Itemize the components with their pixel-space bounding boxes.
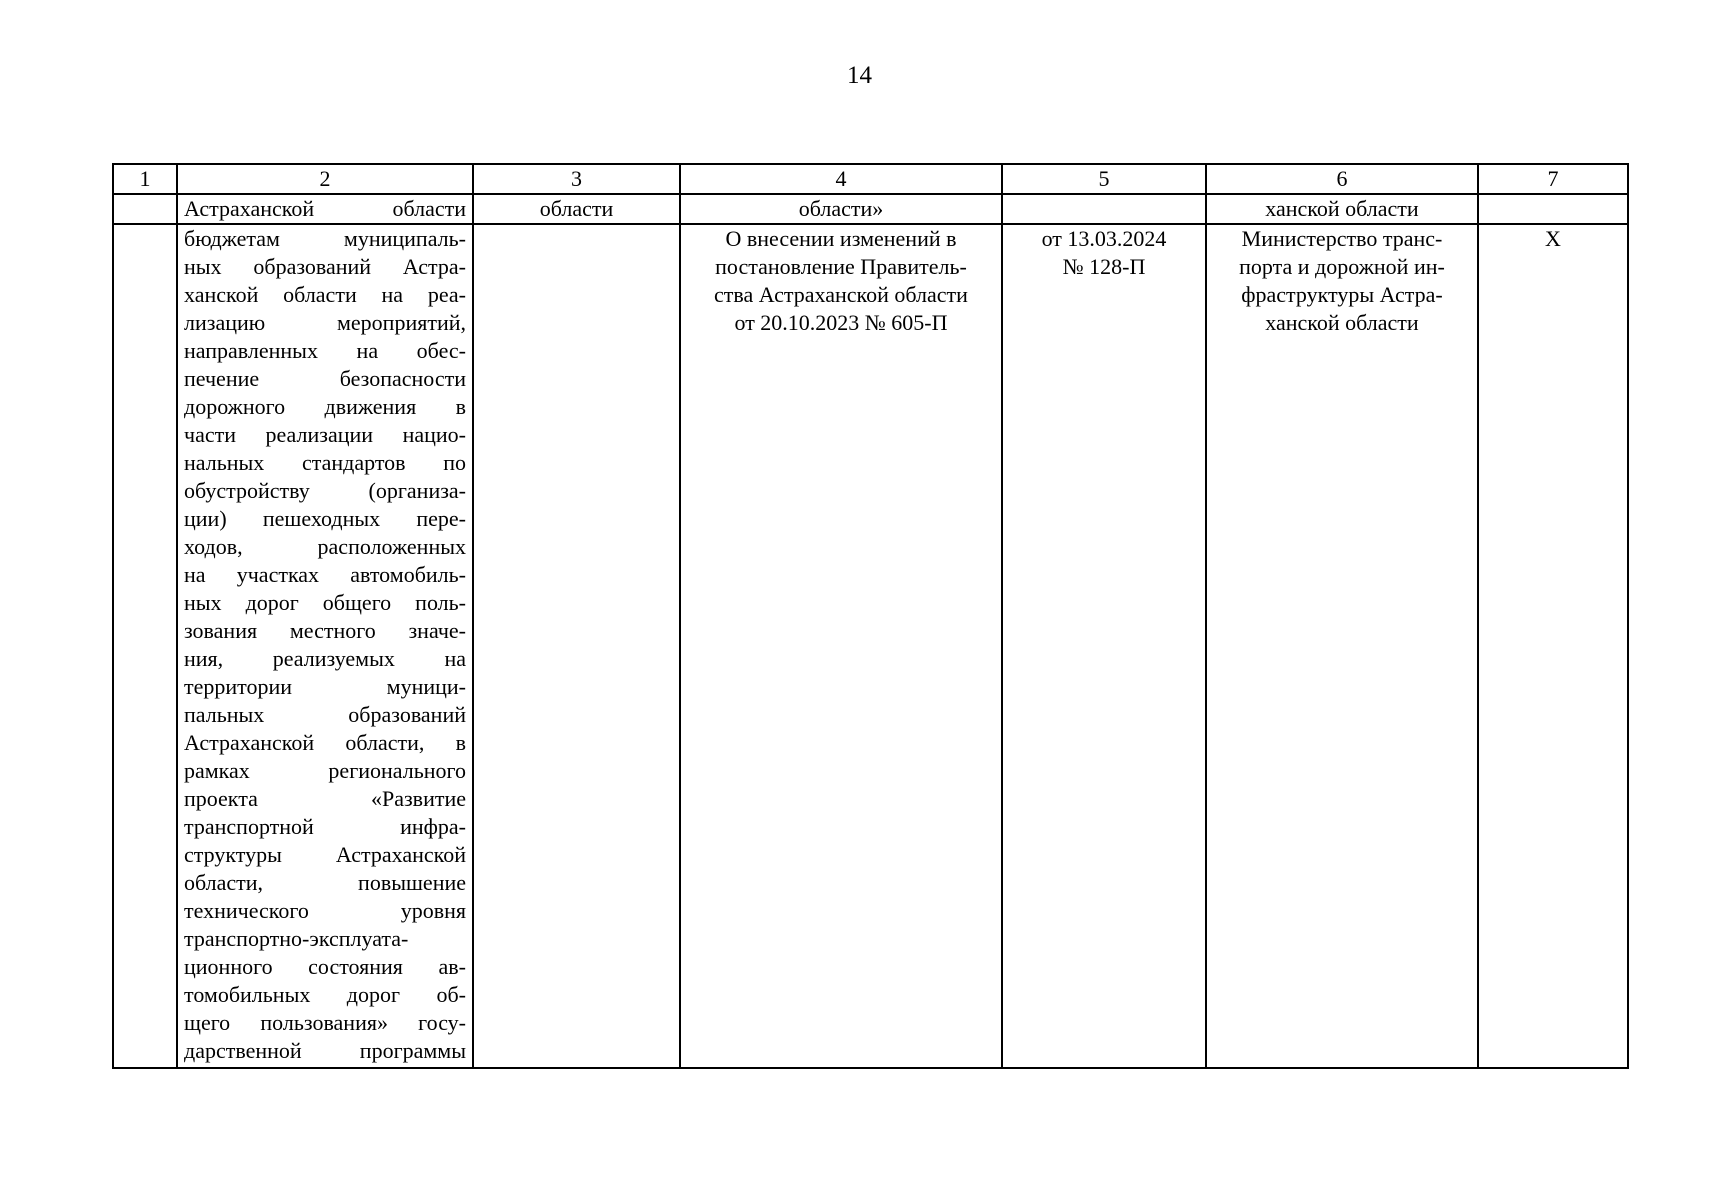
cont-cell-6: ханской области (1206, 194, 1478, 224)
header-col-1: 1 (113, 164, 177, 194)
main-cell-6 (1206, 224, 1478, 1068)
description-line: зования местного значе- (184, 618, 466, 643)
description-line: территории муници- (184, 674, 466, 699)
act-title-line: ства Астраханской области (714, 282, 968, 307)
header-col-2: 2 (177, 164, 473, 194)
header-col-3: 3 (473, 164, 680, 194)
cont-cell-5 (1002, 194, 1206, 224)
description-line: Астраханской области, в (184, 730, 466, 755)
header-col-6: 6 (1206, 164, 1478, 194)
description-line: пальных образований (184, 702, 466, 727)
responsible-line: порта и дорожной ин- (1239, 254, 1445, 279)
description-line: ния, реализуемых на (184, 646, 466, 671)
main-cell-5 (1002, 224, 1206, 1068)
description-line: ции) пешеходных пере- (184, 506, 466, 531)
main-cell-7: Х (1478, 224, 1628, 1068)
act-date-line: от 13.03.2024 (1041, 226, 1167, 251)
description-line: томобильных дорог об- (184, 982, 466, 1007)
description-line: ных дорог общего поль- (184, 590, 466, 615)
description-line: области, повышение (184, 870, 466, 895)
responsible-line: ханской области (1265, 310, 1419, 335)
description-line: рамках регионального (184, 758, 466, 783)
continuation-row (113, 194, 1628, 224)
description-line: обустройству (организа- (184, 478, 466, 503)
act-title-line: от 20.10.2023 № 605-П (734, 310, 948, 335)
description-line: ционного состояния ав- (184, 954, 466, 979)
description-line: лизацию мероприятий, (184, 310, 466, 335)
description-line: транспортно-эксплуата- (184, 926, 409, 951)
description-line: дорожного движения в (184, 394, 466, 419)
document-table (112, 163, 1629, 1069)
cont-cell-2: Астраханской области (177, 194, 473, 224)
page-number: 14 (847, 62, 872, 89)
description-line: технического уровня (184, 898, 466, 923)
description-line: на участках автомобиль- (184, 562, 466, 587)
cont-cell-3: области (473, 194, 680, 224)
description-line: дарственной программы (184, 1038, 466, 1063)
cont-cell-4: области» (680, 194, 1002, 224)
main-row (113, 224, 1628, 1068)
description-line: ходов, расположенных (184, 534, 466, 559)
cont-cell-7 (1478, 194, 1628, 224)
description-line: щего пользования» госу- (184, 1010, 466, 1035)
description-line: ханской области на реа- (184, 282, 466, 307)
act-number-line: № 128-П (1062, 254, 1146, 279)
main-cell-3 (473, 224, 680, 1068)
description-line: направленных на обес- (184, 338, 466, 363)
description-line: ных образований Астра- (184, 254, 466, 279)
header-col-7: 7 (1478, 164, 1628, 194)
description-line: транспортной инфра- (184, 814, 466, 839)
main-cell-4 (680, 224, 1002, 1068)
header-row (113, 164, 1628, 194)
header-col-4: 4 (680, 164, 1002, 194)
responsible-line: Министерство транс- (1241, 226, 1443, 251)
responsible-line: фраструктуры Астра- (1241, 282, 1443, 307)
description-line: части реализации нацио- (184, 422, 466, 447)
header-col-5: 5 (1002, 164, 1206, 194)
description-line: бюджетам муниципаль- (184, 226, 466, 251)
main-cell-2 (177, 224, 473, 1068)
description-line: нальных стандартов по (184, 450, 466, 475)
main-cell-1 (113, 224, 177, 1068)
description-line: структуры Астраханской (184, 842, 466, 867)
act-title-line: О внесении изменений в (725, 226, 957, 251)
description-line: проекта «Развитие (184, 786, 466, 811)
act-title-line: постановление Правитель- (715, 254, 967, 279)
description-line: печение безопасности (184, 366, 466, 391)
cont-cell-1 (113, 194, 177, 224)
